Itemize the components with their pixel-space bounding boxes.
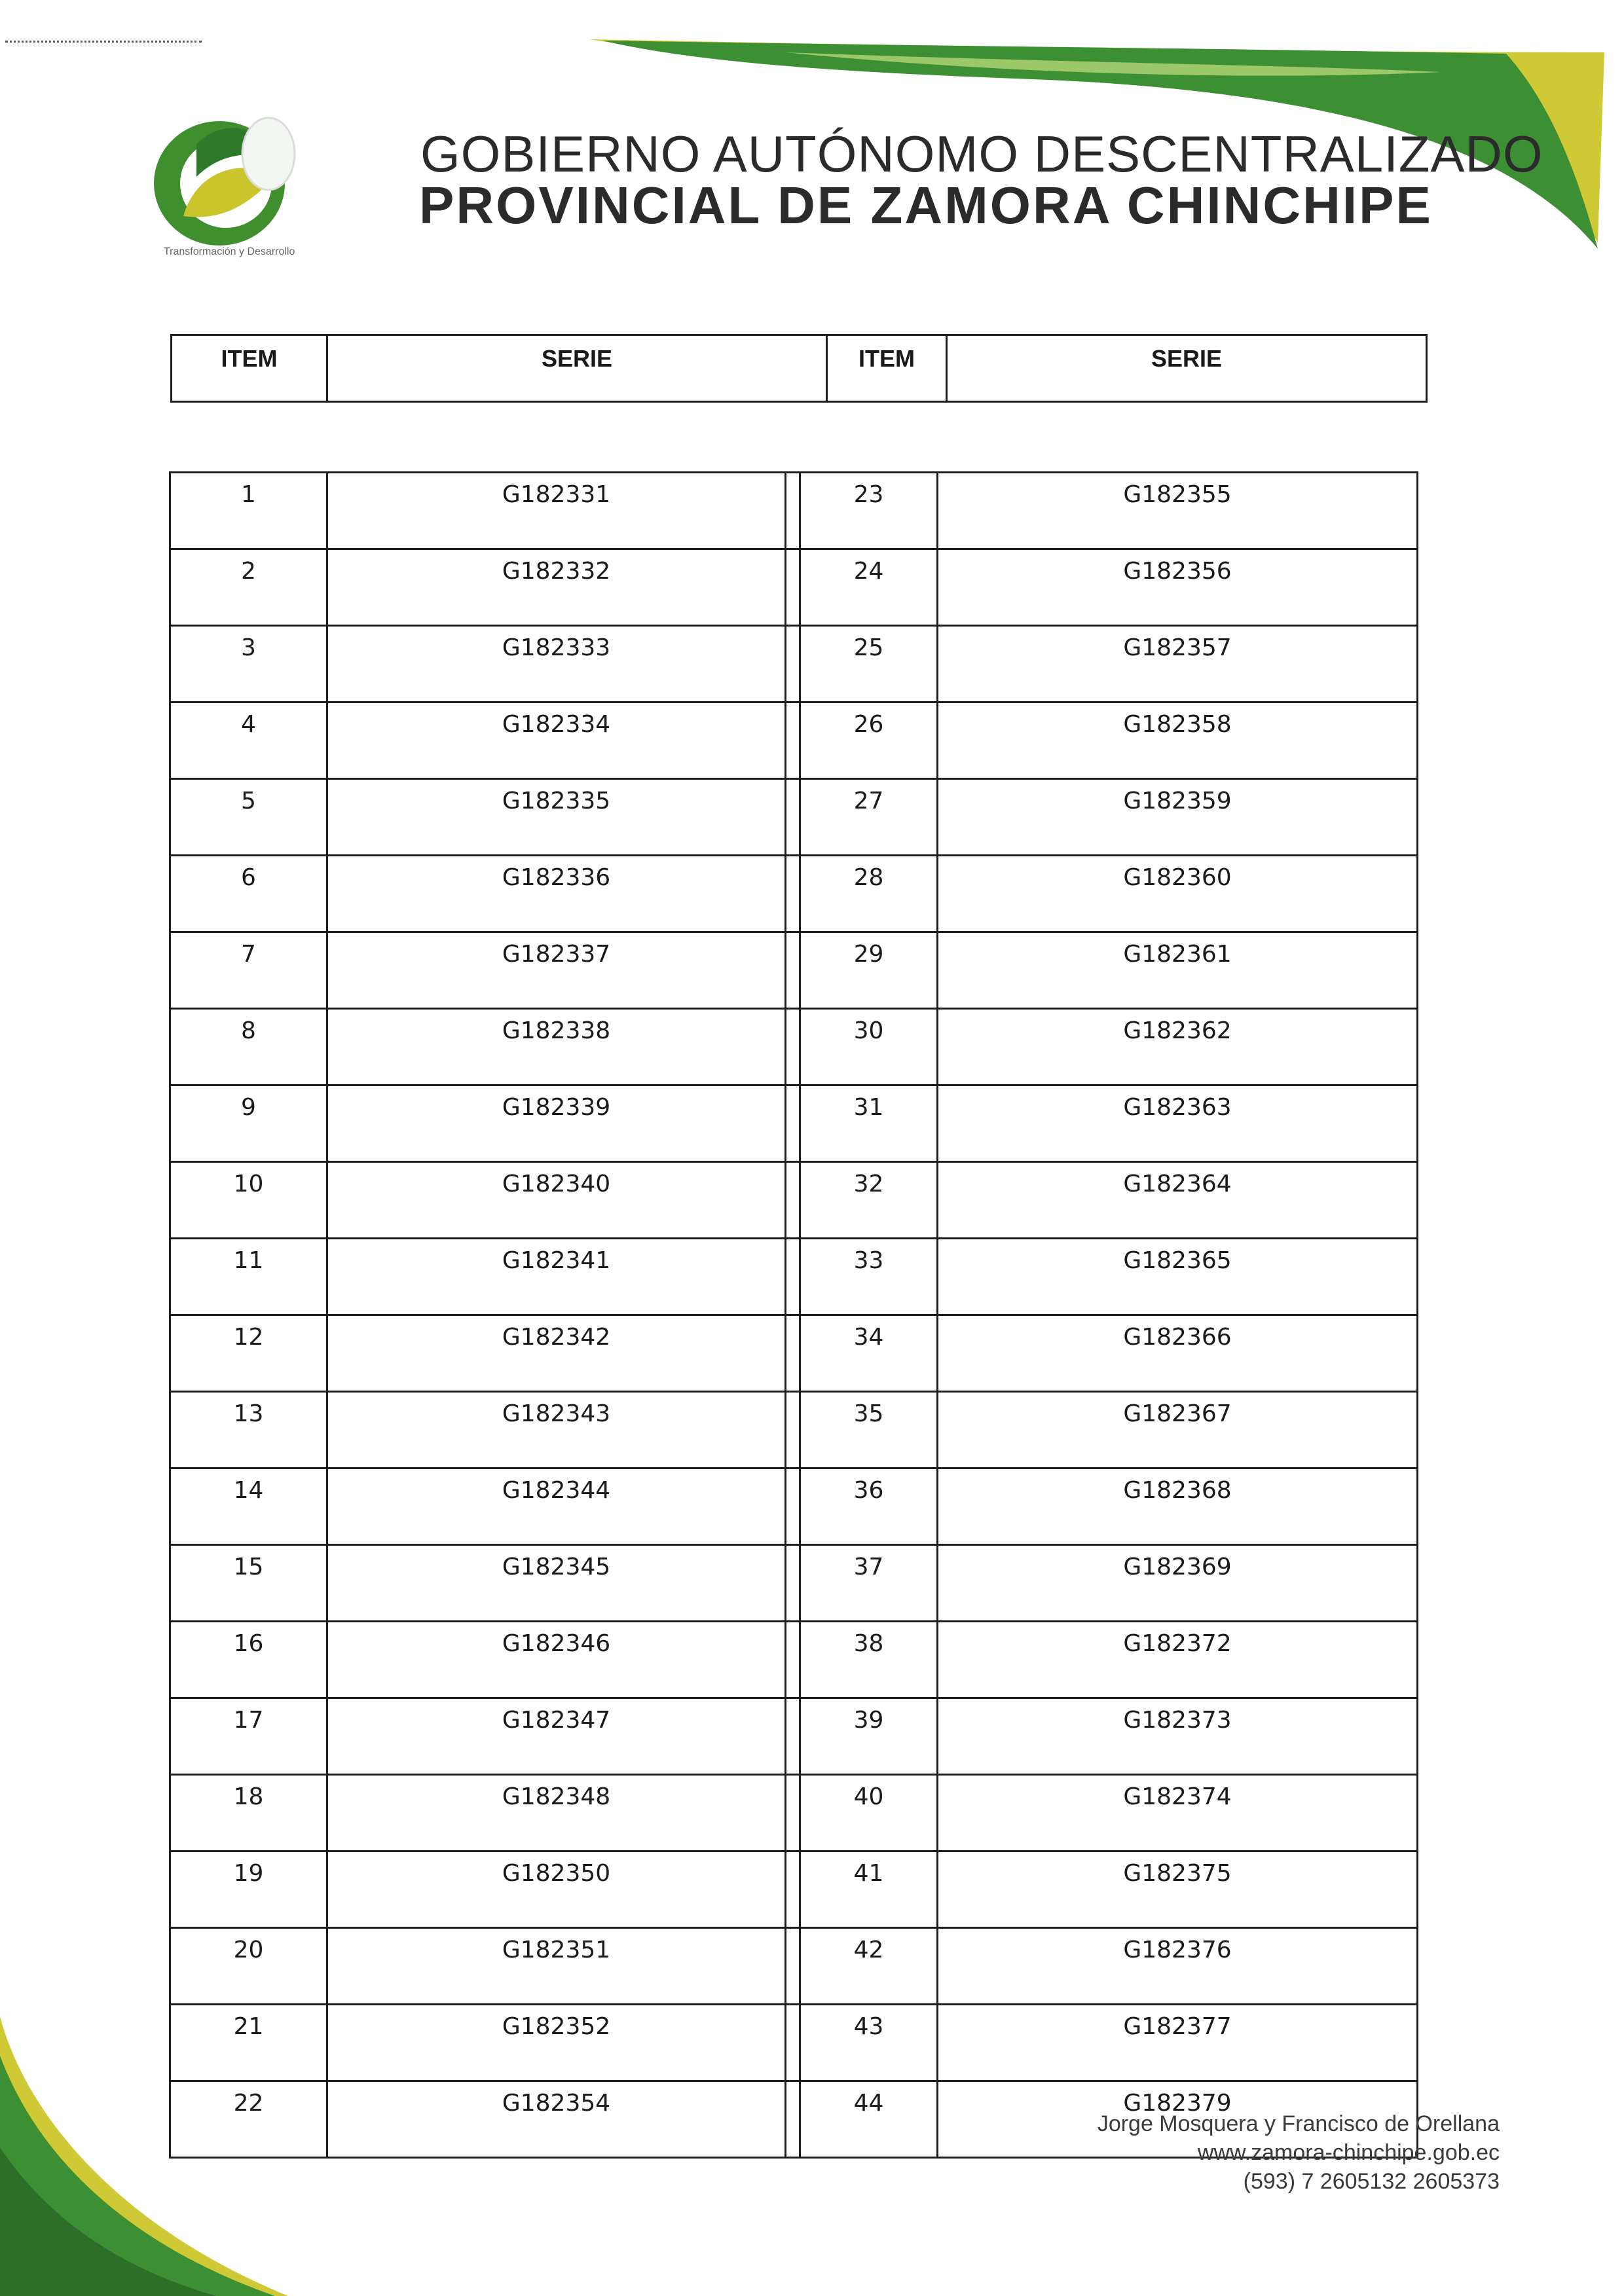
table-row [170,1851,1418,1928]
serial-number-table [169,471,1418,2159]
item-cell: 4 [170,702,327,779]
item-cell: 7 [170,932,327,1009]
serie-cell: G182343 [327,1392,786,1468]
table-row [170,932,1418,1009]
table-row [170,779,1418,856]
footer-address: Jorge Mosquera y Francisco de Orellana [1097,2111,1500,2136]
item-cell: 17 [170,1698,327,1775]
serie-cell: G182352 [327,2005,786,2081]
column-gap [786,779,800,856]
column-gap [786,1928,800,2005]
serie-cell: G182374 [938,1775,1418,1851]
serie-cell: G182361 [938,932,1418,1009]
item-cell: 42 [800,1928,938,2005]
serie-cell: G182339 [327,1085,786,1162]
item-cell: 37 [800,1545,938,1622]
serie-cell: G182336 [327,856,786,932]
column-gap [786,1239,800,1315]
item-cell: 33 [800,1239,938,1315]
serie-cell: G182373 [938,1698,1418,1775]
page-title-line2: PROVINCIAL DE ZAMORA CHINCHIPE [419,176,1433,234]
column-gap [786,1545,800,1622]
item-cell: 30 [800,1009,938,1085]
page-title-line1: GOBIERNO AUTÓNOMO DESCENTRALIZADO [420,125,1543,183]
item-cell: 44 [800,2081,938,2158]
column-header-table [170,334,1428,403]
column-gap [786,1315,800,1392]
footer-swoosh [0,2016,295,2296]
column-gap [786,702,800,779]
serie-cell: G182338 [327,1009,786,1085]
column-gap [786,1468,800,1545]
item-cell: 10 [170,1162,327,1239]
column-gap [786,1698,800,1775]
serie-cell: G182340 [327,1162,786,1239]
column-gap [786,2005,800,2081]
column-gap [786,1392,800,1468]
serie-cell: G182334 [327,702,786,779]
serie-cell: G182337 [327,932,786,1009]
serie-cell: G182377 [938,2005,1418,2081]
item-cell: 18 [170,1775,327,1851]
serie-cell: G182364 [938,1162,1418,1239]
table-row [170,1698,1418,1775]
item-cell: 34 [800,1315,938,1392]
item-cell: 32 [800,1162,938,1239]
serie-cell: G182359 [938,779,1418,856]
serie-cell: G182348 [327,1775,786,1851]
item-cell: 29 [800,932,938,1009]
serie-cell: G182355 [938,473,1418,549]
table-row [170,473,1418,549]
item-cell: 12 [170,1315,327,1392]
item-cell: 43 [800,2005,938,2081]
item-cell: 21 [170,2005,327,2081]
item-cell: 40 [800,1775,938,1851]
table-row [170,626,1418,702]
item-cell: 11 [170,1239,327,1315]
table-row [170,1392,1418,1468]
table-row [170,1315,1418,1392]
serie-cell: G182333 [327,626,786,702]
serie-cell: G182335 [327,779,786,856]
serie-cell: G182368 [938,1468,1418,1545]
item-cell: 16 [170,1622,327,1698]
column-header-item-right: ITEM [827,335,947,402]
item-cell: 6 [170,856,327,932]
table-row [170,1545,1418,1622]
item-cell: 3 [170,626,327,702]
serie-cell: G182379 [938,2081,1418,2158]
footer-phone: (593) 7 2605132 2605373 [1243,2169,1500,2194]
column-gap [786,932,800,1009]
column-gap [786,626,800,702]
column-gap [786,1851,800,1928]
table-row [170,1085,1418,1162]
item-cell: 23 [800,473,938,549]
serie-cell: G182344 [327,1468,786,1545]
table-row [170,702,1418,779]
column-gap [786,1009,800,1085]
column-header-serie-left: SERIE [327,335,827,402]
item-cell: 36 [800,1468,938,1545]
column-gap [786,1162,800,1239]
item-cell: 8 [170,1009,327,1085]
serie-cell: G182360 [938,856,1418,932]
item-cell: 5 [170,779,327,856]
logo-white-drop [242,118,295,190]
serie-cell: G182363 [938,1085,1418,1162]
item-cell: 38 [800,1622,938,1698]
table-row [170,1009,1418,1085]
table-row [170,1622,1418,1698]
item-cell: 35 [800,1392,938,1468]
serie-cell: G182331 [327,473,786,549]
item-cell: 31 [800,1085,938,1162]
item-cell: 24 [800,549,938,626]
column-gap [786,1622,800,1698]
serie-cell: G182356 [938,549,1418,626]
item-cell: 13 [170,1392,327,1468]
serie-cell: G182376 [938,1928,1418,2005]
column-gap [786,1085,800,1162]
column-header-item-left: ITEM [172,335,327,402]
item-cell: 9 [170,1085,327,1162]
column-header-serie-right: SERIE [947,335,1427,402]
column-gap [786,856,800,932]
serie-cell: G182345 [327,1545,786,1622]
item-cell: 25 [800,626,938,702]
serie-cell: G182346 [327,1622,786,1698]
item-cell: 19 [170,1851,327,1928]
serie-cell: G182358 [938,702,1418,779]
item-cell: 27 [800,779,938,856]
logo-caption: Transformación y Desarrollo [164,246,295,257]
serie-cell: G182357 [938,626,1418,702]
serie-cell: G182341 [327,1239,786,1315]
top-dotted-line [5,41,202,43]
serie-cell: G182369 [938,1545,1418,1622]
serie-cell: G182362 [938,1009,1418,1085]
serie-cell: G182375 [938,1851,1418,1928]
item-cell: 2 [170,549,327,626]
serie-cell: G182347 [327,1698,786,1775]
column-gap [786,1775,800,1851]
serie-cell: G182367 [938,1392,1418,1468]
table-row [170,549,1418,626]
item-cell: 28 [800,856,938,932]
serie-cell: G182366 [938,1315,1418,1392]
column-gap [786,549,800,626]
serie-cell: G182365 [938,1239,1418,1315]
table-row [170,1239,1418,1315]
serie-cell: G182332 [327,549,786,626]
table-row [170,1928,1418,2005]
table-row [170,1775,1418,1851]
column-gap [786,2081,800,2158]
serie-cell: G182351 [327,1928,786,2005]
serie-cell: G182372 [938,1622,1418,1698]
table-row [170,1468,1418,1545]
footer-website: www.zamora-chinchipe.gob.ec [1197,2140,1500,2165]
item-cell: 1 [170,473,327,549]
table-row [170,1162,1418,1239]
item-cell: 39 [800,1698,938,1775]
provincial-logo [144,98,314,255]
item-cell: 20 [170,1928,327,2005]
serie-cell: G182342 [327,1315,786,1392]
table-row [170,856,1418,932]
item-cell: 41 [800,1851,938,1928]
column-header-row [172,335,1427,402]
item-cell: 26 [800,702,938,779]
table-row [170,2005,1418,2081]
footer-contact [1098,2109,1500,2196]
column-gap [786,473,800,549]
item-cell: 15 [170,1545,327,1622]
serie-cell: G182354 [327,2081,786,2158]
item-cell: 14 [170,1468,327,1545]
item-cell: 22 [170,2081,327,2158]
serie-cell: G182350 [327,1851,786,1928]
